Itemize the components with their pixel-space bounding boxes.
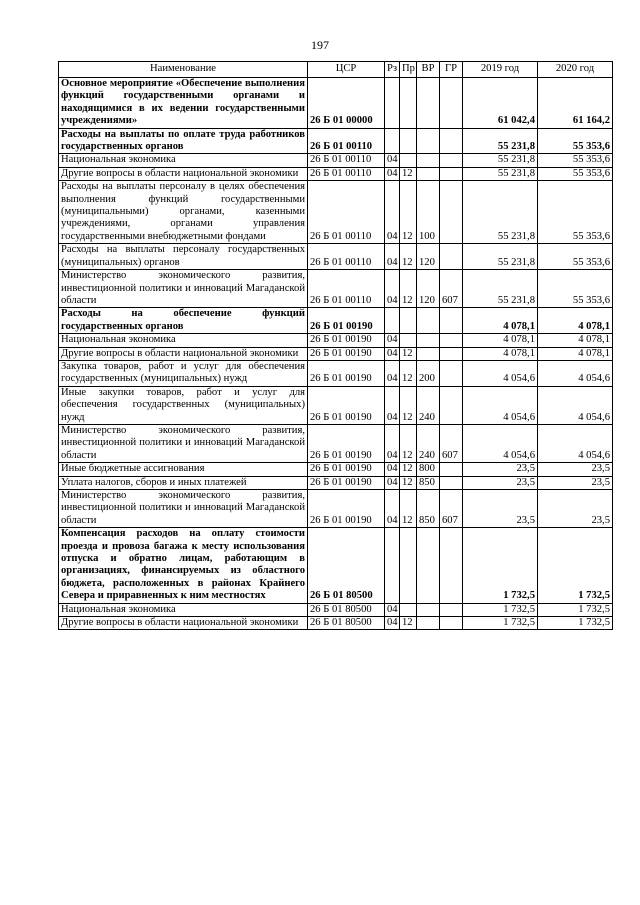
cell-pr: 12 bbox=[400, 167, 417, 180]
cell-pr: 12 bbox=[400, 490, 417, 528]
cell-name: Уплата налогов, сборов и иных платежей bbox=[59, 476, 308, 489]
cell-csr: 26 Б 01 80500 bbox=[308, 617, 385, 630]
cell-name: Другие вопросы в области национальной экономики bbox=[59, 167, 308, 180]
cell-vr bbox=[417, 308, 440, 334]
cell-csr: 26 Б 01 00190 bbox=[308, 424, 385, 462]
cell-2019: 23,5 bbox=[463, 463, 538, 476]
cell-csr: 26 Б 01 00000 bbox=[308, 78, 385, 129]
cell-name: Расходы на выплаты персоналу в целях обеспечения выполнения функций государственными (муниципальными) органами, казенными учреждениями, органами управления государственными внебюджетными фондами bbox=[59, 181, 308, 244]
cell-vr bbox=[417, 167, 440, 180]
cell-csr: 26 Б 01 00190 bbox=[308, 308, 385, 334]
cell-2020: 55 353,6 bbox=[538, 270, 613, 308]
cell-gr: 607 bbox=[440, 270, 463, 308]
cell-rz: 04 bbox=[385, 154, 400, 167]
column-header-2019: 2019 год bbox=[463, 62, 538, 78]
cell-name: Другие вопросы в области национальной экономики bbox=[59, 617, 308, 630]
cell-2019: 4 078,1 bbox=[463, 347, 538, 360]
cell-rz bbox=[385, 308, 400, 334]
cell-gr: 607 bbox=[440, 490, 463, 528]
cell-2019: 4 078,1 bbox=[463, 334, 538, 347]
cell-vr: 200 bbox=[417, 360, 440, 386]
cell-csr: 26 Б 01 00110 bbox=[308, 167, 385, 180]
cell-2019: 55 231,8 bbox=[463, 244, 538, 270]
cell-gr: 607 bbox=[440, 424, 463, 462]
cell-gr bbox=[440, 181, 463, 244]
cell-pr: 12 bbox=[400, 617, 417, 630]
cell-2019: 23,5 bbox=[463, 490, 538, 528]
cell-2020: 4 054,6 bbox=[538, 360, 613, 386]
cell-2020: 23,5 bbox=[538, 463, 613, 476]
cell-rz: 04 bbox=[385, 347, 400, 360]
cell-name: Министерство экономического развития, инвестиционной политики и инноваций Магаданской области bbox=[59, 270, 308, 308]
cell-pr bbox=[400, 78, 417, 129]
cell-2019: 4 078,1 bbox=[463, 308, 538, 334]
cell-vr bbox=[417, 617, 440, 630]
column-header-name: Наименование bbox=[59, 62, 308, 78]
cell-pr: 12 bbox=[400, 476, 417, 489]
cell-rz: 04 bbox=[385, 244, 400, 270]
cell-name: Расходы на выплаты персоналу государственных (муниципальных) органов bbox=[59, 244, 308, 270]
cell-2020: 23,5 bbox=[538, 490, 613, 528]
cell-gr bbox=[440, 476, 463, 489]
table-row bbox=[59, 386, 613, 424]
cell-2019: 4 054,6 bbox=[463, 360, 538, 386]
cell-vr bbox=[417, 347, 440, 360]
cell-vr bbox=[417, 128, 440, 154]
cell-rz: 04 bbox=[385, 167, 400, 180]
cell-csr: 26 Б 01 00110 bbox=[308, 128, 385, 154]
column-header-csr: ЦСР bbox=[308, 62, 385, 78]
page-number: 197 bbox=[311, 38, 329, 52]
cell-2020: 55 353,6 bbox=[538, 181, 613, 244]
table-row bbox=[59, 78, 613, 129]
cell-rz bbox=[385, 128, 400, 154]
cell-name: Национальная экономика bbox=[59, 154, 308, 167]
cell-2020: 55 353,6 bbox=[538, 244, 613, 270]
cell-rz: 04 bbox=[385, 270, 400, 308]
cell-rz: 04 bbox=[385, 360, 400, 386]
cell-csr: 26 Б 01 80500 bbox=[308, 528, 385, 603]
cell-csr: 26 Б 01 00190 bbox=[308, 347, 385, 360]
cell-gr bbox=[440, 167, 463, 180]
cell-vr: 120 bbox=[417, 270, 440, 308]
cell-vr bbox=[417, 603, 440, 616]
cell-2020: 1 732,5 bbox=[538, 603, 613, 616]
cell-gr bbox=[440, 154, 463, 167]
table-body bbox=[59, 78, 613, 630]
cell-csr: 26 Б 01 00190 bbox=[308, 386, 385, 424]
table-row bbox=[59, 603, 613, 616]
cell-vr: 850 bbox=[417, 490, 440, 528]
cell-gr bbox=[440, 386, 463, 424]
cell-vr: 120 bbox=[417, 244, 440, 270]
table-row bbox=[59, 617, 613, 630]
cell-rz: 04 bbox=[385, 424, 400, 462]
table-row bbox=[59, 244, 613, 270]
cell-2019: 61 042,4 bbox=[463, 78, 538, 129]
table-row bbox=[59, 128, 613, 154]
cell-vr: 100 bbox=[417, 181, 440, 244]
table-row bbox=[59, 167, 613, 180]
cell-2020: 4 054,6 bbox=[538, 424, 613, 462]
cell-2020: 4 078,1 bbox=[538, 347, 613, 360]
cell-2019: 1 732,5 bbox=[463, 528, 538, 603]
cell-name: Министерство экономического развития, инвестиционной политики и инноваций Магаданской области bbox=[59, 490, 308, 528]
column-header-rz: Рз bbox=[385, 62, 400, 78]
cell-rz: 04 bbox=[385, 181, 400, 244]
cell-rz: 04 bbox=[385, 463, 400, 476]
table-row bbox=[59, 463, 613, 476]
table-row bbox=[59, 424, 613, 462]
table-row bbox=[59, 347, 613, 360]
cell-csr: 26 Б 01 00110 bbox=[308, 270, 385, 308]
cell-2020: 4 078,1 bbox=[538, 308, 613, 334]
cell-pr bbox=[400, 154, 417, 167]
cell-name: Компенсация расходов на оплату стоимости проезда и провоза багажа к месту использования отпуска и обратно лицам, работающим в организациях, финансируемых из областного бюджета, расположенных в районах Крайнего Севера и приравненных к ним местностях bbox=[59, 528, 308, 603]
cell-pr: 12 bbox=[400, 463, 417, 476]
cell-name: Министерство экономического развития, инвестиционной политики и инноваций Магаданской области bbox=[59, 424, 308, 462]
cell-vr: 240 bbox=[417, 424, 440, 462]
cell-gr bbox=[440, 617, 463, 630]
cell-vr bbox=[417, 154, 440, 167]
cell-2020: 4 054,6 bbox=[538, 386, 613, 424]
cell-rz: 04 bbox=[385, 490, 400, 528]
cell-2019: 23,5 bbox=[463, 476, 538, 489]
table-header bbox=[59, 62, 613, 78]
cell-pr: 12 bbox=[400, 347, 417, 360]
cell-2020: 1 732,5 bbox=[538, 528, 613, 603]
cell-2019: 55 231,8 bbox=[463, 167, 538, 180]
cell-csr: 26 Б 01 00190 bbox=[308, 463, 385, 476]
cell-pr: 12 bbox=[400, 244, 417, 270]
cell-2020: 55 353,6 bbox=[538, 154, 613, 167]
cell-2019: 55 231,8 bbox=[463, 128, 538, 154]
column-header-pr: Пр bbox=[400, 62, 417, 78]
cell-name: Иные закупки товаров, работ и услуг для обеспечения государственных (муниципальных) нужд bbox=[59, 386, 308, 424]
table-row bbox=[59, 528, 613, 603]
cell-2020: 23,5 bbox=[538, 476, 613, 489]
cell-2019: 4 054,6 bbox=[463, 424, 538, 462]
cell-rz: 04 bbox=[385, 386, 400, 424]
cell-gr bbox=[440, 360, 463, 386]
cell-2019: 55 231,8 bbox=[463, 181, 538, 244]
table-row bbox=[59, 476, 613, 489]
table-row bbox=[59, 154, 613, 167]
cell-vr bbox=[417, 528, 440, 603]
cell-gr bbox=[440, 463, 463, 476]
cell-2019: 1 732,5 bbox=[463, 603, 538, 616]
cell-gr bbox=[440, 244, 463, 270]
cell-pr bbox=[400, 528, 417, 603]
cell-csr: 26 Б 01 00110 bbox=[308, 181, 385, 244]
cell-rz bbox=[385, 528, 400, 603]
cell-rz: 04 bbox=[385, 617, 400, 630]
cell-rz: 04 bbox=[385, 334, 400, 347]
table-row bbox=[59, 308, 613, 334]
cell-vr: 850 bbox=[417, 476, 440, 489]
cell-csr: 26 Б 01 00110 bbox=[308, 244, 385, 270]
cell-2019: 55 231,8 bbox=[463, 270, 538, 308]
cell-pr bbox=[400, 128, 417, 154]
cell-gr bbox=[440, 603, 463, 616]
cell-2020: 4 078,1 bbox=[538, 334, 613, 347]
cell-name: Основное мероприятие «Обеспечение выполнения функций государственными органами и находящимися в их ведении государственными учреждениями» bbox=[59, 78, 308, 129]
column-header-gr: ГР bbox=[440, 62, 463, 78]
cell-2019: 1 732,5 bbox=[463, 617, 538, 630]
cell-csr: 26 Б 01 00190 bbox=[308, 490, 385, 528]
cell-gr bbox=[440, 334, 463, 347]
table-row bbox=[59, 334, 613, 347]
cell-name: Другие вопросы в области национальной экономики bbox=[59, 347, 308, 360]
cell-csr: 26 Б 01 00110 bbox=[308, 154, 385, 167]
cell-2020: 55 353,6 bbox=[538, 128, 613, 154]
cell-vr: 240 bbox=[417, 386, 440, 424]
cell-2020: 55 353,6 bbox=[538, 167, 613, 180]
cell-name: Иные бюджетные ассигнования bbox=[59, 463, 308, 476]
cell-gr bbox=[440, 308, 463, 334]
budget-table bbox=[58, 61, 613, 630]
column-header-2020: 2020 год bbox=[538, 62, 613, 78]
cell-vr: 800 bbox=[417, 463, 440, 476]
cell-pr: 12 bbox=[400, 181, 417, 244]
cell-gr bbox=[440, 347, 463, 360]
table-row bbox=[59, 360, 613, 386]
cell-rz: 04 bbox=[385, 603, 400, 616]
cell-csr: 26 Б 01 80500 bbox=[308, 603, 385, 616]
cell-vr bbox=[417, 78, 440, 129]
cell-pr: 12 bbox=[400, 270, 417, 308]
cell-pr bbox=[400, 603, 417, 616]
cell-gr bbox=[440, 128, 463, 154]
cell-name: Национальная экономика bbox=[59, 334, 308, 347]
cell-pr: 12 bbox=[400, 386, 417, 424]
table-row bbox=[59, 490, 613, 528]
table-row bbox=[59, 270, 613, 308]
cell-csr: 26 Б 01 00190 bbox=[308, 476, 385, 489]
cell-pr bbox=[400, 334, 417, 347]
cell-name: Закупка товаров, работ и услуг для обеспечения государственных (муниципальных) нужд bbox=[59, 360, 308, 386]
cell-pr bbox=[400, 308, 417, 334]
cell-pr: 12 bbox=[400, 360, 417, 386]
cell-csr: 26 Б 01 00190 bbox=[308, 334, 385, 347]
cell-pr: 12 bbox=[400, 424, 417, 462]
column-header-vr: ВР bbox=[417, 62, 440, 78]
cell-gr bbox=[440, 78, 463, 129]
cell-gr bbox=[440, 528, 463, 603]
cell-2020: 1 732,5 bbox=[538, 617, 613, 630]
cell-2020: 61 164,2 bbox=[538, 78, 613, 129]
cell-2019: 55 231,8 bbox=[463, 154, 538, 167]
table-row bbox=[59, 181, 613, 244]
cell-vr bbox=[417, 334, 440, 347]
cell-name: Расходы на обеспечение функций государственных органов bbox=[59, 308, 308, 334]
cell-rz bbox=[385, 78, 400, 129]
cell-csr: 26 Б 01 00190 bbox=[308, 360, 385, 386]
cell-name: Национальная экономика bbox=[59, 603, 308, 616]
cell-rz: 04 bbox=[385, 476, 400, 489]
cell-name: Расходы на выплаты по оплате труда работников государственных органов bbox=[59, 128, 308, 154]
cell-2019: 4 054,6 bbox=[463, 386, 538, 424]
